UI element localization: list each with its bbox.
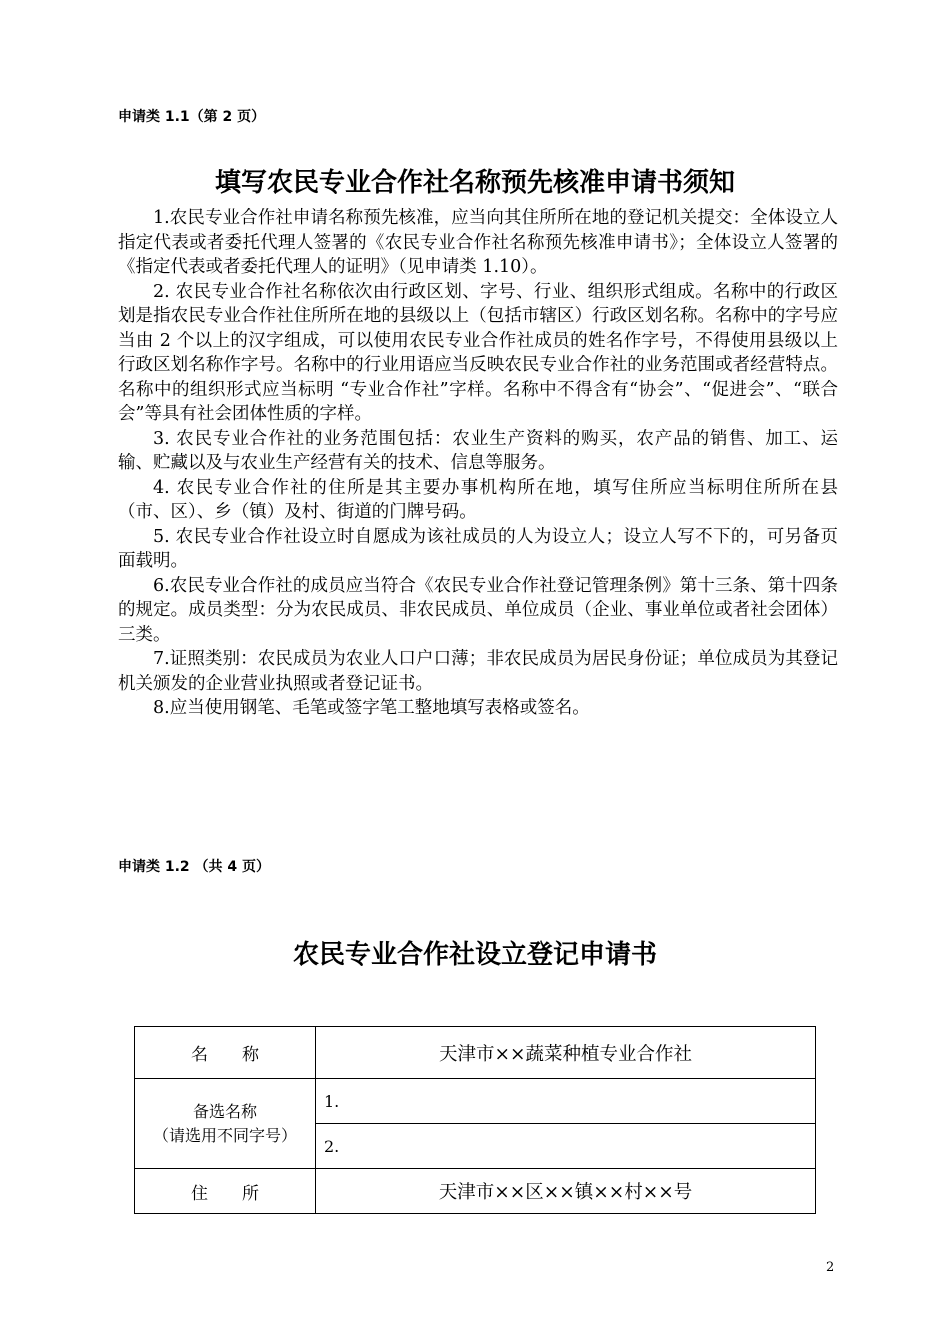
alternate-name-field-2[interactable]: 2. <box>316 1124 816 1169</box>
alternate-name-label-line2: （请选用不同字号） <box>152 1125 297 1145</box>
page-number: 2 <box>826 1260 835 1275</box>
table-row <box>135 1169 816 1214</box>
application-form-title: 农民专业合作社设立登记申请书 <box>292 940 657 970</box>
instructions-body <box>118 206 838 721</box>
instruction-item-3: 3. 农民专业合作社的业务范围包括：农业生产资料的购买，农产品的销售、加工、运输、贮藏以及与农业生产经营有关的技术、信息等服务。 <box>118 428 838 473</box>
table-row <box>135 1079 816 1124</box>
instruction-item-5: 5. 农民专业合作社设立时自愿成为该社成员的人为设立人；设立人写不下的，可另备页面载明。 <box>118 526 838 571</box>
address-label: 住 所 <box>135 1169 316 1214</box>
form-section-header: 申请类 1.1（第 2 页） <box>118 109 266 125</box>
alternate-name-field-1[interactable]: 1. <box>316 1079 816 1124</box>
form-section-header: 申请类 1.2 （共 4 页） <box>118 859 271 875</box>
name-field[interactable]: 天津市××蔬菜种植专业合作社 <box>316 1027 816 1079</box>
instructions-title: 填写农民专业合作社名称预先核准申请书须知 <box>214 168 735 198</box>
name-label: 名 称 <box>135 1027 316 1079</box>
instruction-item-6: 6.农民专业合作社的成员应当符合《农民专业合作社登记管理条例》第十三条、第十四条的规定。成员类型：分为农民成员、非农民成员、单位成员（企业、事业单位或者社会团体）三类。 <box>118 575 838 645</box>
address-field[interactable]: 天津市××区××镇××村××号 <box>316 1169 816 1214</box>
instruction-item-4: 4. 农民专业合作社的住所是其主要办事机构所在地，填写住所应当标明住所所在县（市、区）、乡（镇）及村、街道的门牌号码。 <box>118 477 838 522</box>
alternate-name-label <box>135 1079 316 1169</box>
table-row <box>135 1027 816 1079</box>
instruction-item-1: 1.农民专业合作社申请名称预先核准，应当向其住所所在地的登记机关提交：全体设立人指定代表或者委托代理人签署的《农民专业合作社名称预先核准申请书》；全体设立人签署的《指定代表或者委托代理人的证明》（见申请类 1.10）。 <box>118 208 838 277</box>
instruction-item-8: 8.应当使用钢笔、毛笔或签字笔工整地填写表格或签名。 <box>153 698 590 718</box>
alternate-name-label-line1: 备选名称 <box>192 1101 257 1121</box>
instruction-item-7: 7.证照类别：农民成员为农业人口户口薄；非农民成员为居民身份证；单位成员为其登记机关颁发的企业营业执照或者登记证书。 <box>118 649 838 694</box>
application-form-table <box>134 1026 816 1214</box>
instruction-item-2: 2. 农民专业合作社名称依次由行政区划、字号、行业、组织形式组成。名称中的行政区划是指农民专业合作社住所所在地的县级以上（包括市辖区）行政区划名称。名称中的字号应当由 2 个以上的汉字组成，可以使用农民专业合作社成员的姓名作字号，不得使用县级以上行政区划名称作字号。名称中的行业用语应当反映农民专业合作社的业务范围或者经营特点。名称中的组织形式应当标明 “专业合作社”字样。名称中不得含有“协会”、“促进会”、“联合会”等具有社会团体性质的字样。 <box>118 281 838 424</box>
